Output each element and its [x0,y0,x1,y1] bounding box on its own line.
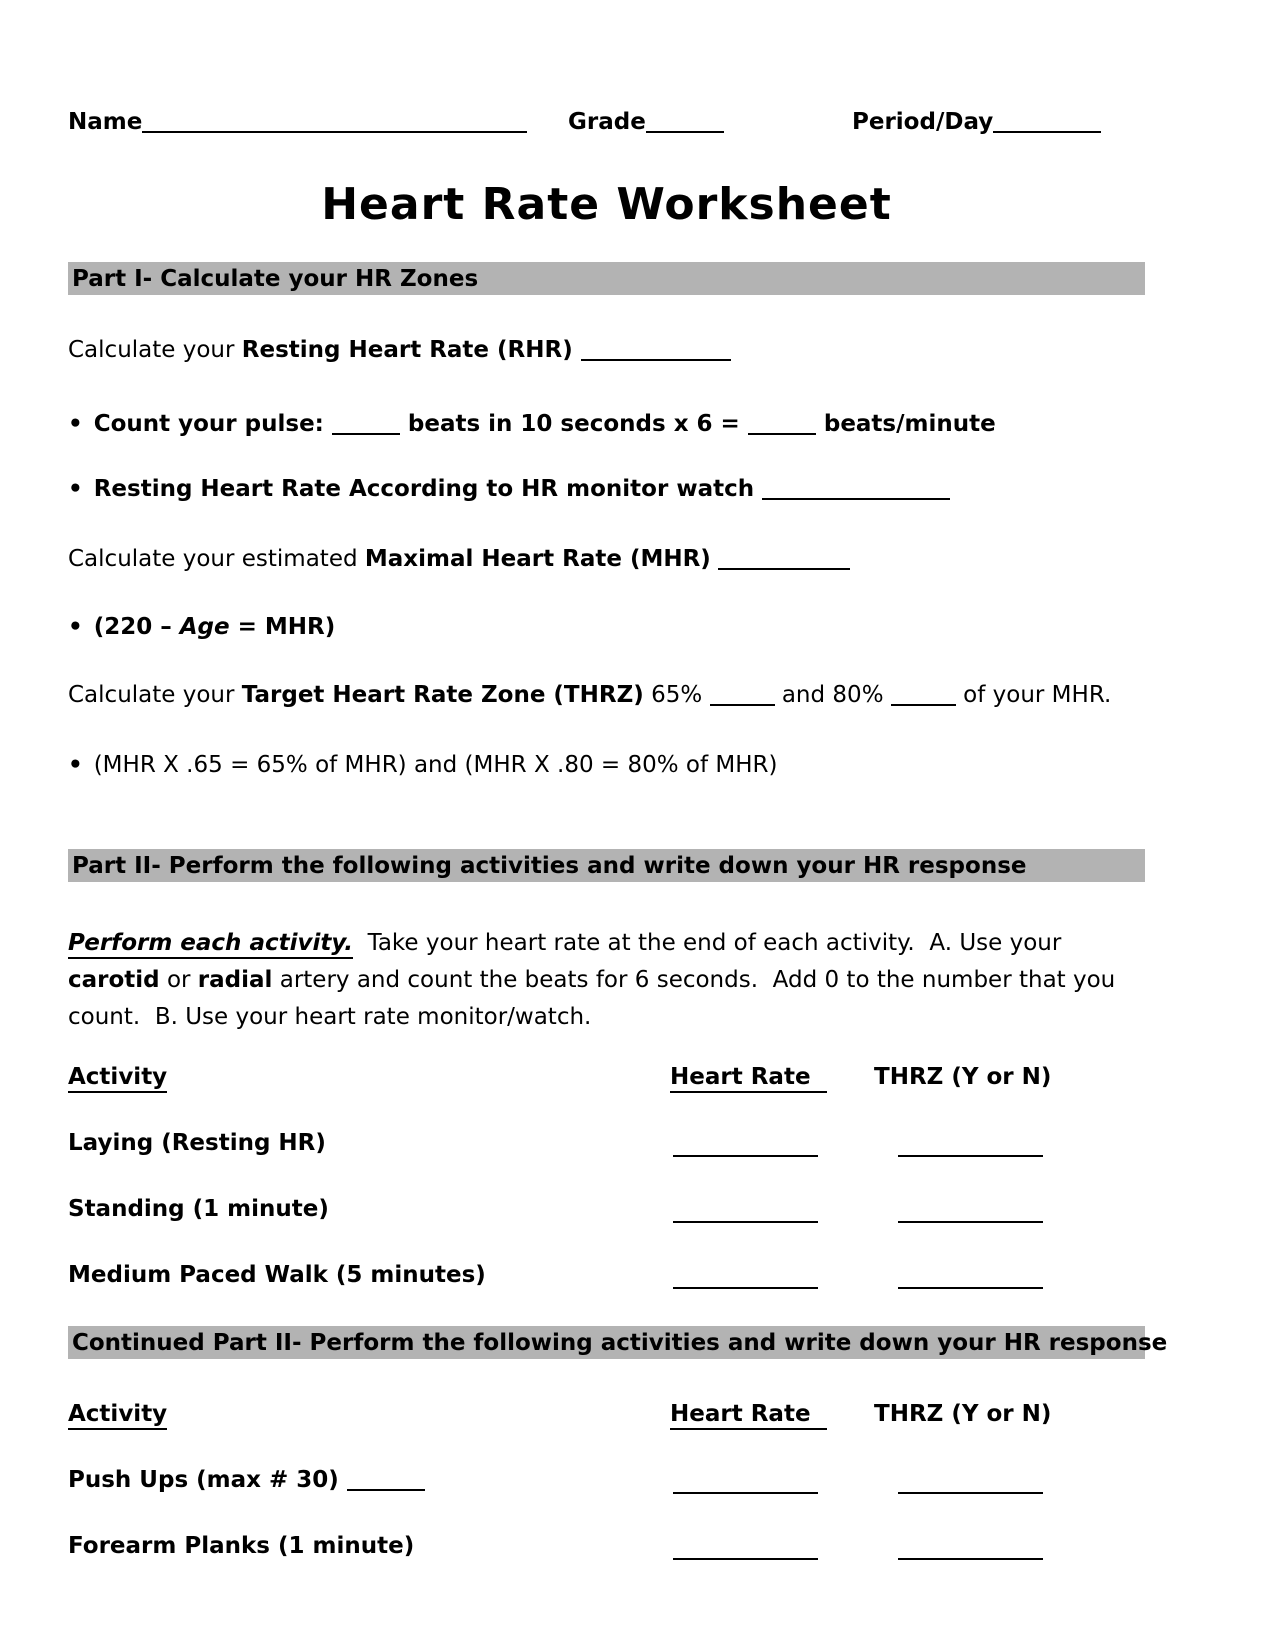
blank-line [891,686,956,706]
blank-line [762,480,950,500]
name-blank-line [142,113,527,133]
activity-column-header: Activity [68,1062,167,1092]
grade-label: Grade [568,109,646,135]
activity-label [68,1260,486,1290]
name-field [68,106,527,138]
continued-part2-banner: Continued Part II- Perform the following activities and write down your HR response [68,1326,1145,1359]
text-segment: Forearm Planks (1 minute) [68,1533,415,1559]
heart-rate-blank [673,1558,818,1560]
mhr-formula-bullet [68,750,1145,780]
text-segment: Count your pulse: [93,411,332,437]
text-segment: (220 – [93,614,180,640]
activity-label [68,1531,414,1561]
thrz-blank [898,1155,1043,1157]
target-hr-zone-line [68,680,1145,710]
activity-label [68,1194,329,1224]
text-segment: of your MHR. [955,682,1112,708]
heart-rate-blank [673,1287,818,1289]
text-segment: = MHR) [229,614,336,640]
text-segment: (MHR X .65 = 65% of MHR) and (MHR X .80 = 80% of MHR) [93,752,778,778]
text-segment: Resting Heart Rate According to HR monitor watch [93,476,763,502]
text-segment: Perform each activity. [68,930,353,959]
blank-line [748,415,816,435]
text-segment: Laying (Resting HR) [68,1130,326,1156]
text-segment: and 80% [774,682,891,708]
count-pulse-bullet [68,409,1145,439]
maximal-hr-line [68,544,1145,574]
text-segment: artery and count the beats for 6 seconds. Add 0 to the number that you count. B. Use your heart rate monitor/watch. [68,967,1116,1030]
hr-monitor-bullet [68,474,1145,504]
text-segment: Calculate your estimated [68,546,365,572]
resting-hr-line [68,335,1145,365]
activity-label [68,1128,326,1158]
activity-table-header-2 [68,1399,1145,1429]
text-segment: beats/minute [815,411,996,437]
part1-banner: Part I- Calculate your HR Zones [68,262,1145,295]
text-segment: beats in 10 seconds x 6 = [399,411,748,437]
blank-line [332,415,400,435]
thrz-column-header: THRZ (Y or N) [874,1064,1052,1090]
part2-banner: Part II- Perform the following activities and write down your HR response [68,849,1145,882]
blank-line [718,550,850,570]
text-segment: Age [179,614,230,640]
text-segment: Standing (1 minute) [68,1196,329,1222]
text-segment: Calculate your [68,337,242,363]
part2-instructions [68,925,1145,1036]
heart-rate-blank [673,1492,818,1494]
thrz-blank [898,1492,1043,1494]
text-segment: Resting Heart Rate (RHR) [241,337,573,363]
text-segment [711,546,718,572]
grade-field [568,106,724,138]
table-row-standing [68,1194,1145,1224]
grade-blank-line [646,113,724,133]
text-segment: or [159,967,198,993]
period-day-blank-line [993,113,1101,133]
table-row-push-ups [68,1465,1145,1495]
blank-line [710,686,775,706]
activity-table-header [68,1062,1145,1092]
text-segment: 65% [643,682,710,708]
text-segment: radial [197,967,273,993]
thrz-column-header: THRZ (Y or N) [874,1401,1052,1427]
thrz-blank [898,1558,1043,1560]
heart-rate-column-header: Heart Rate [670,1062,827,1092]
text-segment: Maximal Heart Rate (MHR) [364,546,711,572]
text-segment [573,337,581,363]
thrz-blank [898,1287,1043,1289]
heart-rate-column-header: Heart Rate [670,1399,827,1429]
name-label: Name [68,109,143,135]
activity-label [68,1465,425,1495]
heart-rate-blank [673,1221,818,1223]
blank-line [581,341,731,361]
fill-in-header [68,106,1145,138]
table-row-forearm-planks [68,1531,1145,1561]
heart-rate-blank [673,1155,818,1157]
period-day-label: Period/Day [852,109,994,135]
activity-column-header: Activity [68,1399,167,1429]
text-segment: Calculate your [68,682,242,708]
period-day-field [852,106,1101,138]
text-segment: Take your heart rate at the end of each activity. A. Use your [352,930,1062,956]
text-segment: carotid [68,967,160,993]
table-row-medium-walk [68,1260,1145,1290]
blank-line [347,1471,425,1491]
thrz-blank [898,1221,1043,1223]
text-segment: Push Ups (max # 30) [68,1467,347,1493]
page-title: Heart Rate Worksheet [321,179,892,230]
text-segment: Medium Paced Walk (5 minutes) [68,1262,486,1288]
table-row-laying [68,1128,1145,1158]
age-formula-bullet [68,612,1145,642]
text-segment: Target Heart Rate Zone (THRZ) [241,682,644,708]
